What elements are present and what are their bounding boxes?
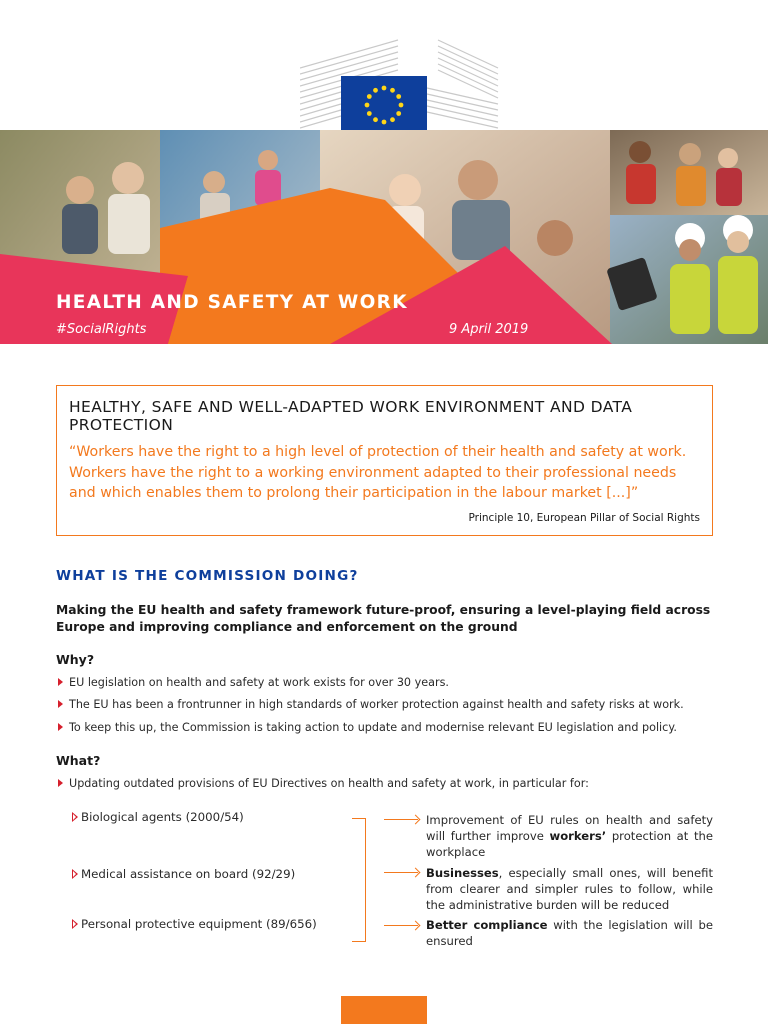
directive-text: Personal protective equipment (89/656): [81, 917, 317, 931]
result-text: protection at the workplace: [426, 829, 713, 859]
section-heading: WHAT IS THE COMMISSION DOING?: [56, 568, 359, 584]
result-text: , especially small ones, will benefit from clearer and simpler rules to follow, while the administrative burden will be reduced: [426, 866, 713, 912]
why-item-text: The EU has been a frontrunner in high standards of worker protection against health and safety risks at work.: [69, 698, 684, 711]
principle-quote: “Workers have the right to a high level of protection of their health and safety at work. Workers have the right to a working environment adapted to their professional needs and which enables them to prolong their participation in the labour market [...]”: [69, 444, 687, 502]
eu-flag-icon: [341, 76, 427, 132]
outline-triangle-icon: [72, 919, 78, 929]
what-heading: What?: [56, 753, 101, 768]
bullet-triangle-icon: [58, 723, 63, 731]
bullet-triangle-icon: [58, 700, 63, 708]
directive-item: [72, 867, 295, 881]
what-item: [58, 777, 589, 790]
directive-item: [72, 917, 317, 931]
bullet-triangle-icon: [58, 779, 63, 787]
why-item-text: To keep this up, the Commission is taking action to update and modernise relevant EU legislation and policy.: [69, 721, 677, 734]
hashtag-label: #SocialRights: [56, 322, 147, 337]
footer-accent-bar: [341, 996, 427, 1024]
quote-citation: Principle 10, European Pillar of Social Rights: [468, 512, 700, 524]
result-text: Improvement of EU rules on health and safety will further improve: [426, 813, 713, 843]
arrow-right-icon: [384, 925, 418, 926]
directive-text: Biological agents (2000/54): [81, 810, 244, 824]
outline-triangle-icon: [72, 812, 78, 822]
quote-box-title: HEALTHY, SAFE AND WELL-ADAPTED WORK ENVIRONMENT AND DATA PROTECTION: [69, 398, 633, 434]
publication-date: 9 April 2019: [449, 322, 529, 337]
lead-paragraph: Making the EU health and safety framework future-proof, ensuring a level-playing field across Europe and improving compliance and enforcement on the ground: [56, 603, 711, 634]
result-emphasis: workers’: [549, 829, 607, 843]
why-item: [58, 721, 677, 734]
why-item: [58, 676, 449, 689]
result-item: [426, 865, 713, 913]
arrow-right-icon: [384, 819, 418, 820]
arrow-right-icon: [384, 872, 418, 873]
why-item-text: EU legislation on health and safety at work exists for over 30 years.: [69, 676, 449, 689]
result-item: [426, 917, 713, 949]
principle-quote-box: [56, 385, 713, 536]
why-item: [58, 698, 684, 711]
outline-triangle-icon: [72, 869, 78, 879]
result-item: [426, 812, 713, 860]
result-text: with the legislation will be ensured: [426, 918, 713, 948]
what-item-text: Updating outdated provisions of EU Directives on health and safety at work, in particular for:: [69, 777, 589, 790]
result-emphasis: Better compliance: [426, 918, 548, 932]
result-emphasis: Businesses: [426, 866, 499, 880]
directive-item: [72, 810, 244, 824]
why-heading: Why?: [56, 652, 95, 667]
banner-title: HEALTH AND SAFETY AT WORK: [56, 292, 408, 313]
grouping-bracket: [352, 818, 366, 942]
directive-text: Medical assistance on board (92/29): [81, 867, 296, 881]
bullet-triangle-icon: [58, 678, 63, 686]
